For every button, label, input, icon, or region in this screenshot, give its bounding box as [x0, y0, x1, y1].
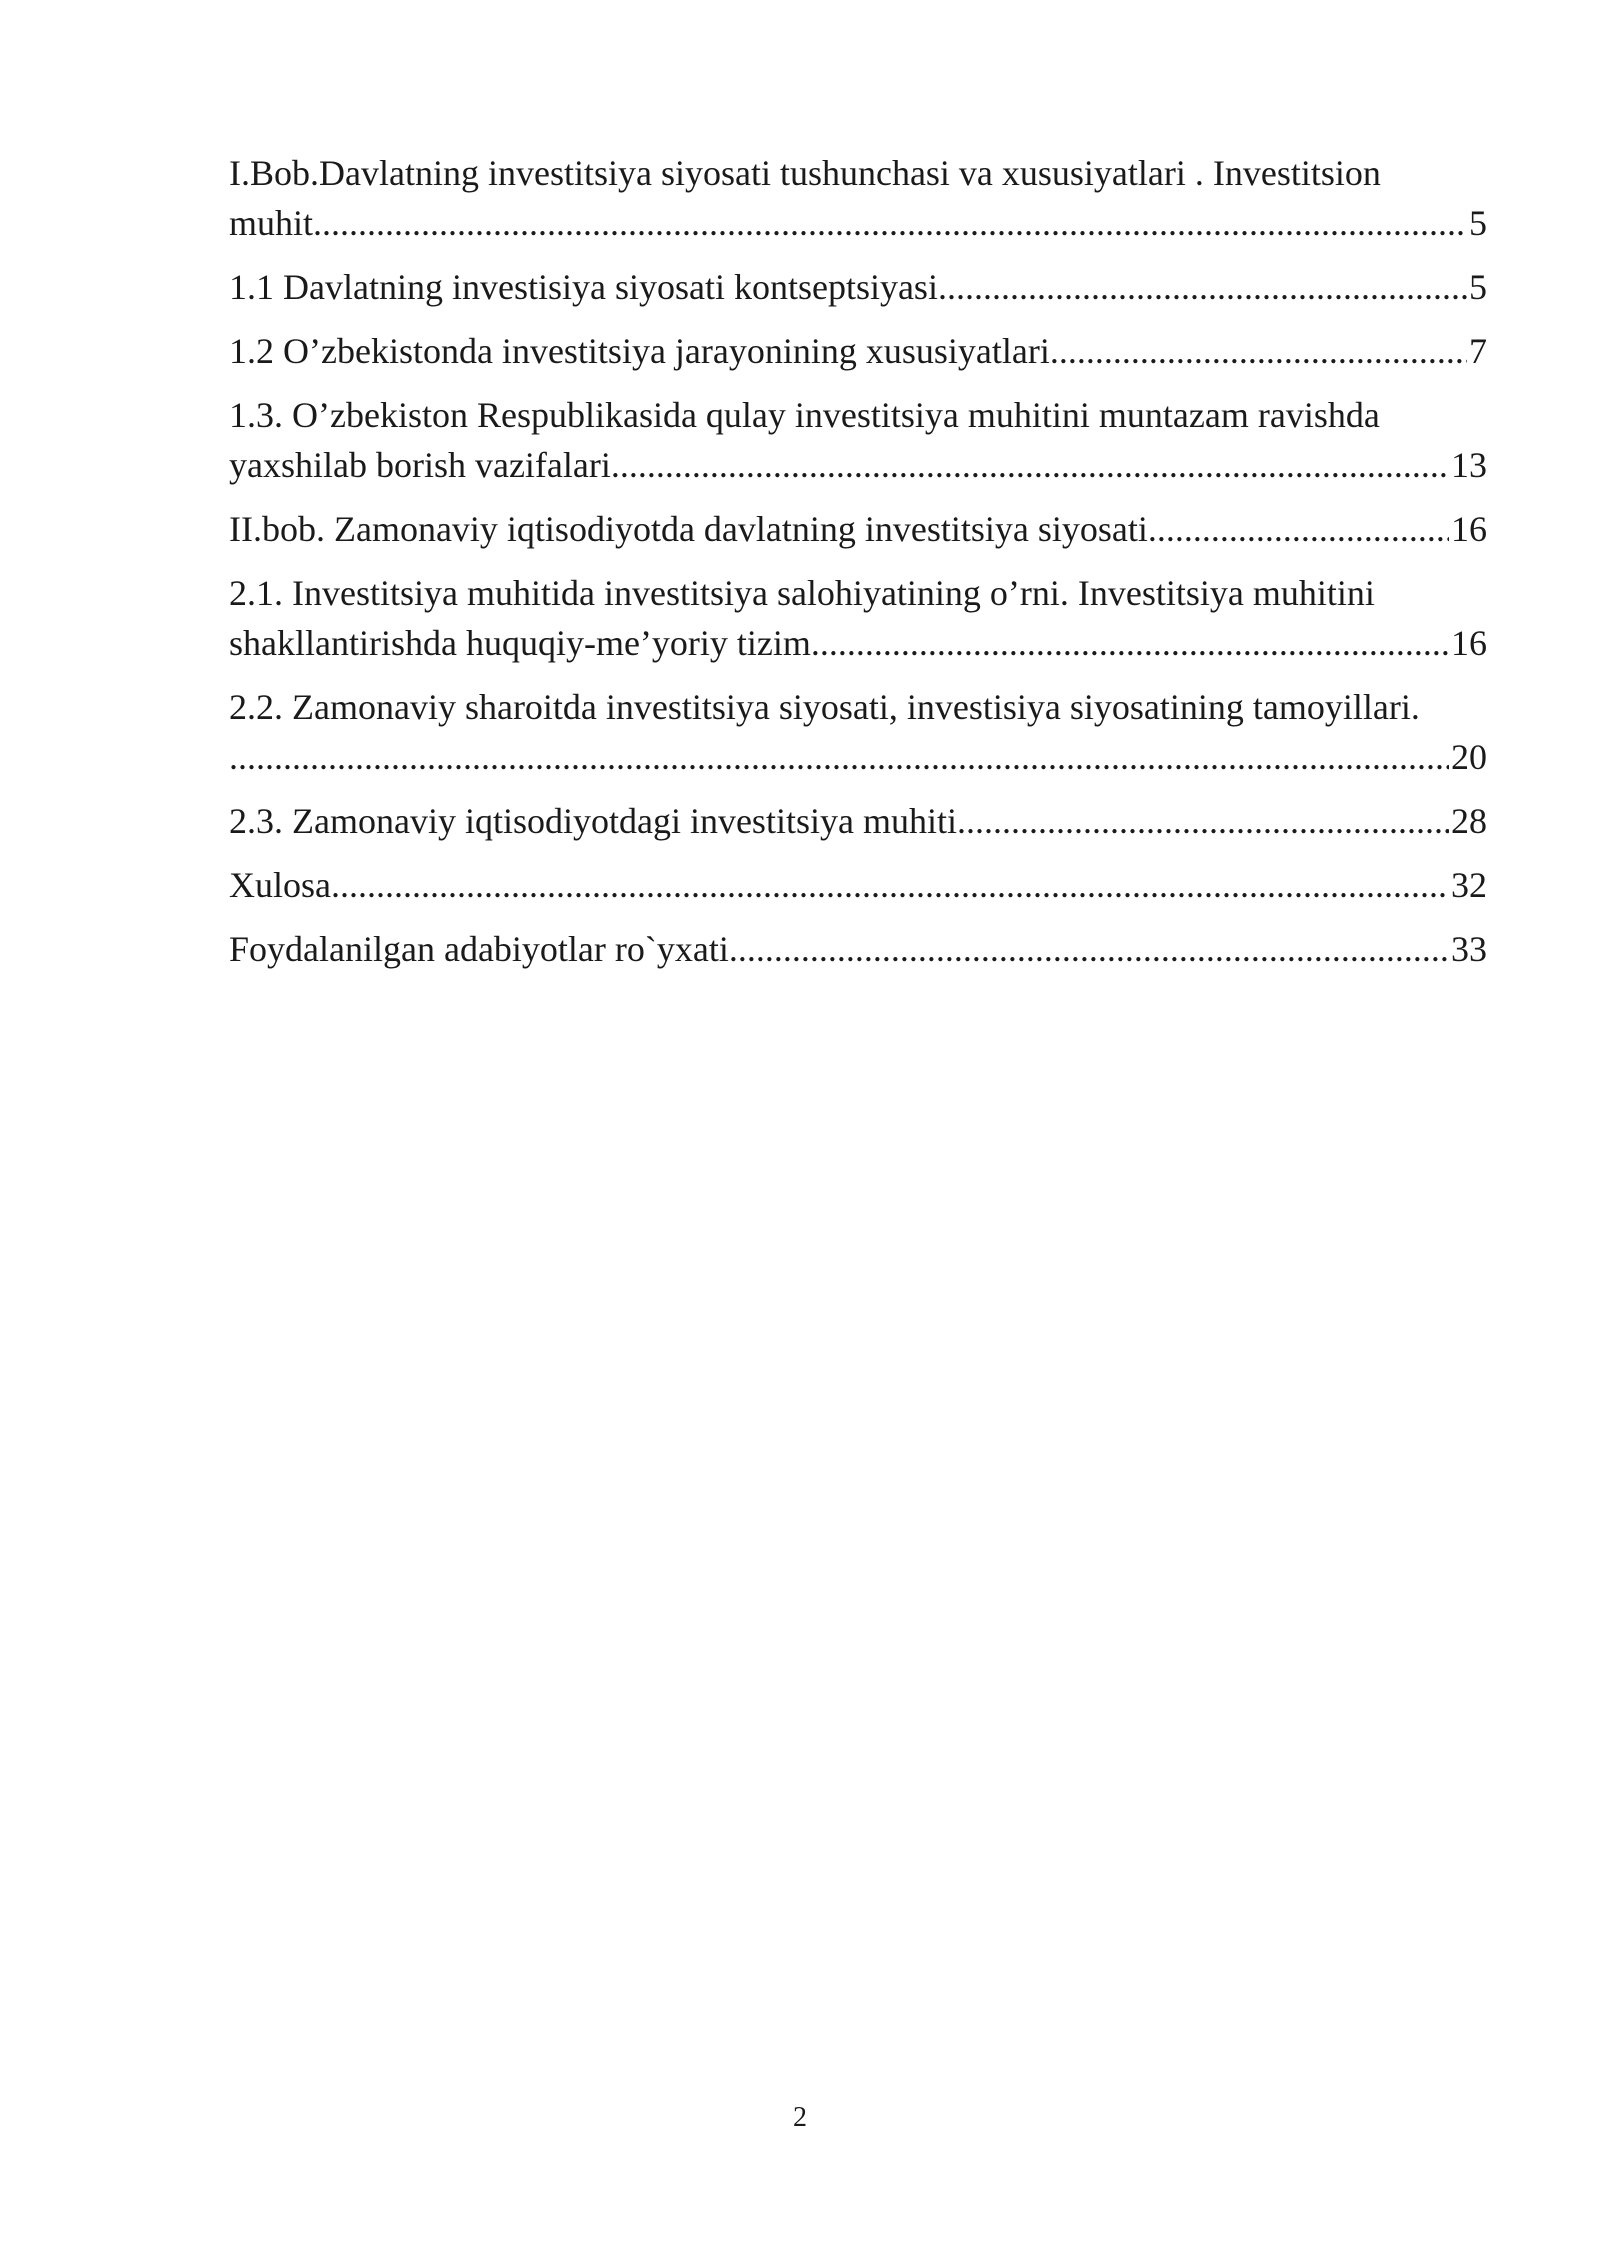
toc-entry-page: 13	[1451, 445, 1487, 485]
toc-entry-title: yaxshilab borish vazifalari	[229, 445, 611, 485]
toc-entry-line	[229, 440, 1487, 490]
toc-entry-lead: 2.2. Zamonaviy sharoitda investitsiya siyosati, investisiya siyosatining tamoyillari.	[229, 687, 1420, 727]
toc-entry	[229, 568, 1487, 668]
toc-dot-leader	[729, 924, 1449, 974]
toc-entry-line	[229, 618, 1487, 668]
toc-entry-line	[229, 924, 1487, 974]
toc-dot-leader	[938, 262, 1467, 312]
toc-dot-leader	[1050, 326, 1467, 376]
toc-entry-page: 32	[1451, 865, 1487, 905]
toc-entry-title: muhit	[229, 203, 314, 243]
toc-entry-title: shakllantirishda huquqiy-me’yoriy tizim	[229, 623, 811, 663]
toc-entry-page: 7	[1469, 331, 1487, 371]
toc-entry-lead: 2.1. Investitsiya muhitida investitsiya salohiyatining o’rni. Investitsiya muhitini	[229, 573, 1375, 613]
toc-entry-page: 20	[1451, 737, 1487, 777]
toc-entry	[229, 796, 1487, 846]
toc-entry	[229, 390, 1487, 490]
toc-entry-title: 1.1 Davlatning investisiya siyosati kontseptsiyasi	[229, 267, 938, 307]
toc-entry	[229, 262, 1487, 312]
page-number: 2	[793, 2102, 807, 2133]
toc-entry	[229, 326, 1487, 376]
toc-dot-leader	[811, 618, 1449, 668]
table-of-contents	[229, 148, 1487, 988]
toc-entry-title: 2.3. Zamonaviy iqtisodiyotdagi investitsiya muhiti	[229, 801, 957, 841]
toc-entry	[229, 504, 1487, 554]
toc-entry-lead: I.Bob.Davlatning investitsiya siyosati tushunchasi va xususiyatlari . Investitsion	[229, 153, 1381, 193]
toc-entry	[229, 924, 1487, 974]
toc-entry-page: 5	[1469, 267, 1487, 307]
toc-entry-page: 33	[1451, 929, 1487, 969]
toc-dot-leader	[957, 796, 1449, 846]
toc-entry-title: II.bob. Zamonaviy iqtisodiyotda davlatning investitsiya siyosati	[229, 509, 1148, 549]
toc-dot-leader	[229, 732, 1449, 782]
toc-entry-title: 1.2 O’zbekistonda investitsiya jarayonining xususiyatlari	[229, 331, 1050, 371]
toc-entry-line	[229, 796, 1487, 846]
toc-entry	[229, 682, 1487, 782]
toc-entry	[229, 148, 1487, 248]
toc-entry-page: 28	[1451, 801, 1487, 841]
toc-entry-line	[229, 860, 1487, 910]
toc-dot-leader	[313, 198, 1467, 248]
toc-entry-page: 5	[1469, 203, 1487, 243]
toc-entry-title: Foydalanilgan adabiyotlar ro`yxati	[229, 929, 729, 969]
toc-entry-page: 16	[1451, 509, 1487, 549]
toc-dot-leader	[331, 860, 1449, 910]
toc-dot-leader	[611, 440, 1449, 490]
toc-entry-line	[229, 326, 1487, 376]
toc-entry-lead: 1.3. O’zbekiston Respublikasida qulay investitsiya muhitini muntazam ravishda	[229, 395, 1380, 435]
toc-entry-line	[229, 262, 1487, 312]
toc-dot-leader	[1148, 504, 1449, 554]
toc-entry-line	[229, 504, 1487, 554]
toc-entry-title: Xulosa	[229, 865, 331, 905]
toc-entry-line	[229, 732, 1487, 782]
toc-entry-page: 16	[1451, 623, 1487, 663]
toc-entry-line	[229, 198, 1487, 248]
toc-entry	[229, 860, 1487, 910]
